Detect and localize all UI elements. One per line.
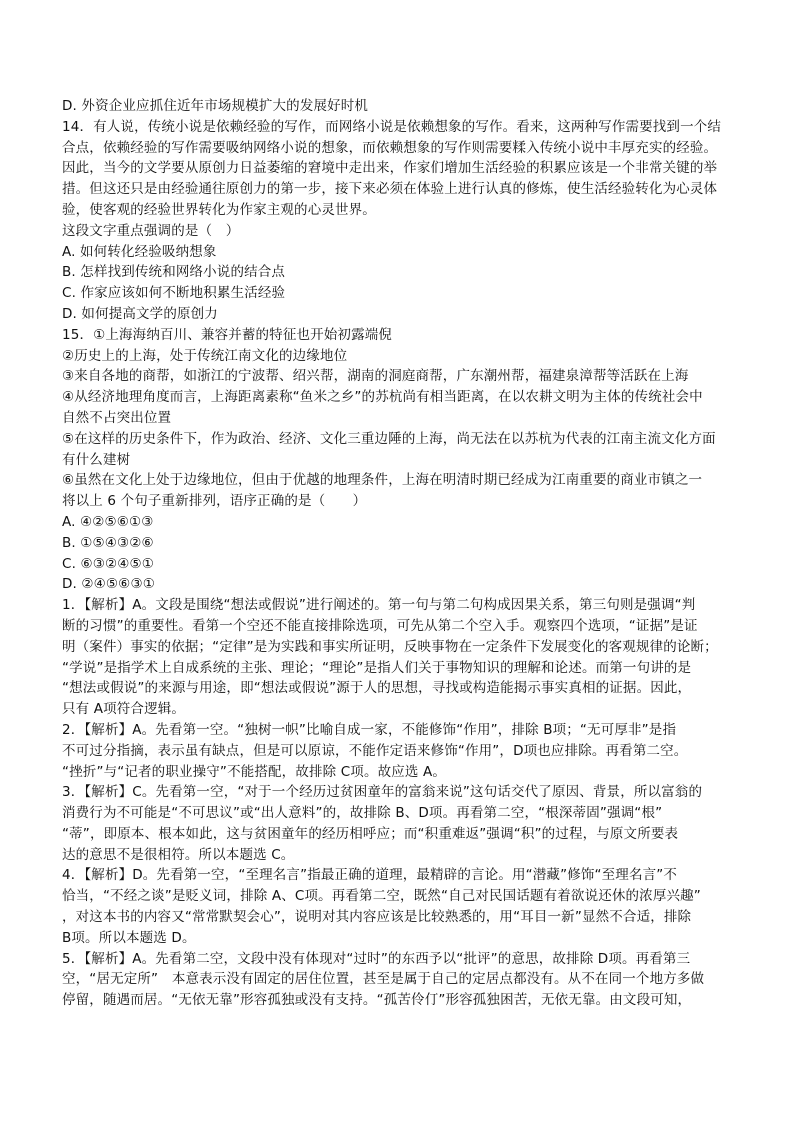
answer-line: “想法或假说”的来源与用途，即“想法或假说”源于人的思想，寻找或构造能揭示事实真相的证据。因此， bbox=[62, 680, 692, 697]
option-d: D. 如何提高文学的原创力 bbox=[62, 305, 218, 322]
question-prompt: 这段文字重点强调的是（ ） bbox=[62, 222, 240, 239]
answer-line: 4．【解析】D。先看第一空，“至理名言”指最正确的道理，最精辟的言论。用“潜藏”修饰“至理名言”不 bbox=[62, 867, 678, 884]
sentence-line: ⑤在这样的历史条件下，作为政治、经济、文化三重边陲的上海，尚无法在以苏杭为代表的江南主流文化方面 bbox=[62, 430, 716, 447]
option-c: C. 作家应该如何不断地积累生活经验 bbox=[62, 285, 286, 302]
sentence-line: ⑥虽然在文化上处于边缘地位，但由于优越的地理条件，上海在明清时期已经成为江南重要的商业市镇之一 bbox=[62, 472, 703, 489]
answer-line: 5．【解析】A。先看第二空，文段中没有体现对“过时”的东西予以“批评”的意思，故排除 D项。再看第三 bbox=[62, 950, 691, 967]
question-14 bbox=[62, 117, 748, 325]
sentence-line: 有什么建树 bbox=[62, 451, 131, 468]
question-13-tail bbox=[62, 96, 748, 117]
answer-line: 明（案件）事实的依据；“定律”是为实践和事实所证明，反映事物在一定条件下发展变化的客观规律的论断； bbox=[62, 638, 718, 655]
question-stem-line: 措。但这还只是由经验通往原创力的第一步，接下来必须在体验上进行认真的修炼，使生活经验转化为心灵体 bbox=[62, 181, 718, 198]
sentence-line: 自然不占突出位置 bbox=[62, 409, 172, 426]
option-a: A. 如何转化经验吸纳想象 bbox=[62, 243, 217, 260]
question-stem-line: 合点，依赖经验的写作需要吸纳网络小说的想象，而依赖想象的写作则需要糅入传统小说中丰厚充实的经验。 bbox=[62, 139, 718, 156]
answer-line: “挫折”与“记者的职业操守”不能搭配，故排除 C项。故应选 A。 bbox=[62, 763, 447, 780]
answer-line: 空，“居无定所” 本意表示没有固定的居住位置，甚至是属于自己的定居点都没有。从不在同一个地方多做 bbox=[62, 971, 705, 988]
answer-line: 2．【解析】A。先看第一空。“独树一帜”比喻自成一家，不能修饰“作用”，排除 B项；“无可厚非”是指 bbox=[62, 721, 677, 738]
option-b: B. 怎样找到传统和网络小说的结合点 bbox=[62, 264, 286, 281]
answer-line: 恰当，“不经之谈”是贬义词，排除 A、C项。再看第二空，既然“自己对民国话题有着欲说还休的浓厚兴趣” bbox=[62, 888, 701, 905]
option-b: B. ①⑤④③②⑥ bbox=[62, 534, 154, 551]
question-stem-line: 因此，当今的文学要从原创力日益萎缩的窘境中走出来，作家们增加生活经验的积累应该是一个非常关键的举 bbox=[62, 160, 718, 177]
answer-2 bbox=[62, 720, 748, 782]
sentence-line: ④从经济地理角度而言，上海距离素称“鱼米之乡”的苏杭尚有相当距离，在以农耕文明为主体的传统社会中 bbox=[62, 389, 703, 406]
answer-5 bbox=[62, 949, 748, 1011]
sentence-line: ③来自各地的商帮，如浙江的宁波帮、绍兴帮，湖南的洞庭商帮，广东潮州帮，福建泉漳帮等活跃在上海 bbox=[62, 368, 689, 385]
answer-line: 消费行为不可能是“不可思议”或“出人意料”的，故排除 B、D项。再看第二空，“根深蒂固”强调“根” bbox=[62, 805, 663, 822]
answer-4 bbox=[62, 865, 748, 948]
option-a: A. ④②⑤⑥①③ bbox=[62, 513, 154, 530]
option-d: D. ②④⑤⑥③① bbox=[62, 576, 155, 593]
question-15 bbox=[62, 325, 748, 595]
answer-line: 只有 A项符合逻辑。 bbox=[62, 701, 186, 718]
answer-line: 停留，随遇而居。“无依无靠”形容孤独或没有支持。“孤苦伶仃”形容孤独困苦，无依无靠。由文段可知， bbox=[62, 992, 692, 1009]
answer-line: 1．【解析】A。文段是围绕“想法或假说”进行阐述的。第一句与第二句构成因果关系，第三句则是强调“判 bbox=[62, 597, 696, 614]
question-prompt: 将以上 6 个句子重新排列，语序正确的是（ ） bbox=[62, 493, 367, 510]
document-page bbox=[62, 96, 748, 1011]
answer-line: 不可过分指摘，表示虽有缺点，但是可以原谅，不能作定语来修饰“作用”，D项也应排除。再看第二空。 bbox=[62, 742, 688, 759]
answer-line: “蒂”，即原本、根本如此，这与贫困童年的经历相呼应；而“积重难返”强调“积”的过程，与原文所要表 bbox=[62, 825, 679, 842]
answer-line: 3．【解析】C。先看第一空，“对于一个经历过贫困童年的富翁来说”这句话交代了原因、背景，所以富翁的 bbox=[62, 784, 703, 801]
question-stem-line: 14．有人说，传统小说是依赖经验的写作，而网络小说是依赖想象的写作。看来，这两种写作需要找到一个结 bbox=[62, 118, 722, 135]
sentence-line: ②历史上的上海，处于传统江南文化的边缘地位 bbox=[62, 347, 348, 364]
option-c: C. ⑥③②④⑤① bbox=[62, 555, 154, 572]
answer-line: ，对这本书的内容又“常常默契会心”，说明对其内容应该是比较熟悉的，用“耳目一新”显然不合适，排除 bbox=[62, 909, 692, 926]
answer-line: 断的习惯”的重要性。看第一个空还不能直接排除选项，可先从第二个空入手。观察四个选项，“证据”是证 bbox=[62, 617, 698, 634]
answer-line: “学说”是指学术上自成系统的主张、理论；“理论”是指人们关于事物知识的理解和论述。而第一句讲的是 bbox=[62, 659, 692, 676]
answer-3 bbox=[62, 782, 748, 865]
option-d: D. 外资企业应抓住近年市场规模扩大的发展好时机 bbox=[62, 98, 369, 114]
answer-line: B项。所以本题选 D。 bbox=[62, 929, 196, 946]
sentence-line: 15．①上海海纳百川、兼容并蓄的特征也开始初露端倪 bbox=[62, 326, 393, 343]
answer-line: 达的意思不是很相符。所以本题选 C。 bbox=[62, 846, 295, 863]
question-stem-line: 验，使客观的经验世界转化为作家主观的心灵世界。 bbox=[62, 201, 376, 218]
answer-1 bbox=[62, 595, 748, 720]
